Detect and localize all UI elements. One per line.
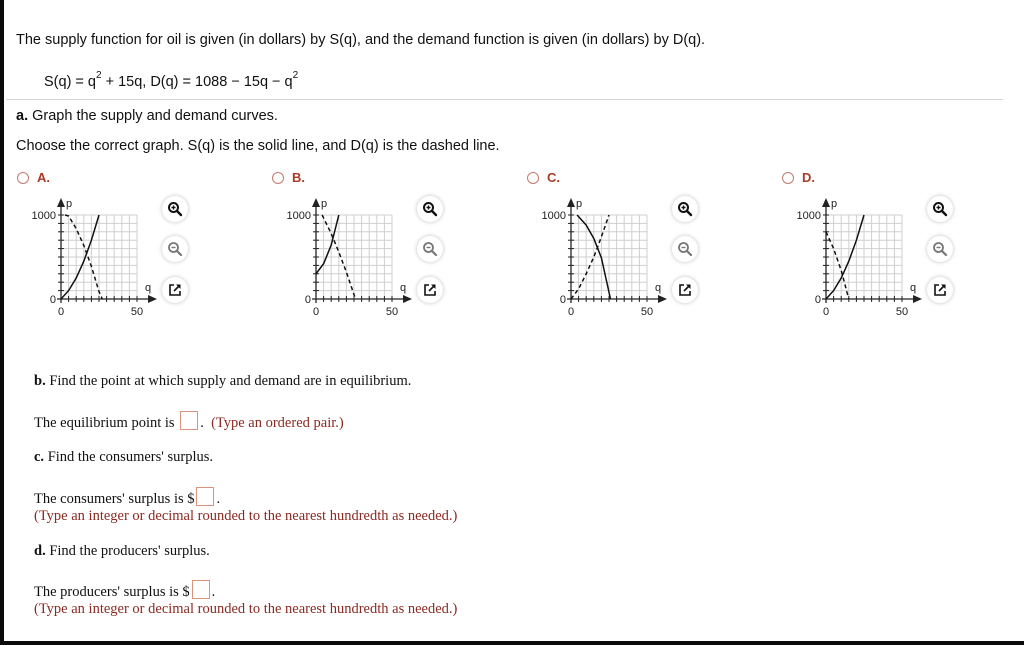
radio-button-d[interactable] <box>782 172 794 184</box>
popout-icon <box>167 282 183 298</box>
part-c-answer-suffix: . <box>216 491 221 507</box>
part-a-instruction: Choose the correct graph. S(q) is the solid line, and D(q) is the dashed line. <box>16 138 500 154</box>
radio-button-b[interactable] <box>272 172 284 184</box>
zoom-out-button-c[interactable] <box>672 236 698 262</box>
part-a-heading <box>16 108 278 124</box>
section-divider <box>6 99 1003 100</box>
y-max-tick-label: 1000 <box>541 210 566 222</box>
window-border-bottom <box>0 641 1024 645</box>
y-max-tick-label: 1000 <box>31 210 56 222</box>
option-label-c: C. <box>547 170 560 185</box>
window-border-left <box>0 0 4 645</box>
x-max-tick-label: 50 <box>385 306 399 318</box>
popout-button-a[interactable] <box>162 277 188 303</box>
part-c-label: c. <box>34 449 45 465</box>
option-label-b: B. <box>292 170 305 185</box>
option-b[interactable] <box>272 170 305 185</box>
popout-icon <box>932 282 948 298</box>
popout-icon <box>422 282 438 298</box>
part-c-answer-line <box>34 487 220 508</box>
problem-formula <box>44 72 298 90</box>
graph-option-a <box>20 192 180 322</box>
x-min-tick-label: 0 <box>822 306 830 318</box>
zoom-out-icon <box>932 241 948 257</box>
part-b-answer-line <box>34 411 344 432</box>
x-min-tick-label: 0 <box>567 306 575 318</box>
y-max-tick-label: 1000 <box>796 210 821 222</box>
zoom-in-button-c[interactable] <box>672 196 698 222</box>
radio-button-c[interactable] <box>527 172 539 184</box>
option-d[interactable] <box>782 170 815 185</box>
y-min-tick-label: 0 <box>49 294 56 306</box>
part-b-heading <box>34 373 411 390</box>
zoom-out-button-a[interactable] <box>162 236 188 262</box>
problem-intro: The supply function for oil is given (in dollars) by S(q), and the demand function is given (in dollars) by D(q). <box>16 32 706 48</box>
part-b-answer-suffix: . <box>200 415 204 431</box>
x-axis-label: q <box>145 282 152 294</box>
option-label-a: A. <box>37 170 50 185</box>
y-axis-label: p <box>576 198 583 210</box>
producers-surplus-input[interactable] <box>192 580 210 599</box>
zoom-in-button-a[interactable] <box>162 196 188 222</box>
x-max-tick-label: 50 <box>640 306 654 318</box>
demand-exponent: 2 <box>292 70 299 81</box>
x-axis-label: q <box>655 282 662 294</box>
radio-button-a[interactable] <box>17 172 29 184</box>
x-max-tick-label: 50 <box>130 306 144 318</box>
x-axis-label: q <box>400 282 407 294</box>
option-c[interactable] <box>527 170 560 185</box>
x-min-tick-label: 0 <box>57 306 65 318</box>
y-axis-label: p <box>831 198 838 210</box>
part-d-answer-line <box>34 580 215 601</box>
part-d-answer-suffix: . <box>211 584 216 600</box>
part-a-label: a. <box>16 108 29 124</box>
part-d-heading <box>34 543 210 560</box>
part-b-text: Find the point at which supply and demand are in equilibrium. <box>45 373 412 389</box>
supply-exponent: 2 <box>95 70 102 81</box>
popout-button-d[interactable] <box>927 277 953 303</box>
part-c-answer-prefix: The consumers' surplus is $ <box>34 491 195 507</box>
zoom-in-icon <box>932 201 948 217</box>
y-min-tick-label: 0 <box>559 294 566 306</box>
y-min-tick-label: 0 <box>814 294 821 306</box>
graph-option-b <box>275 192 435 322</box>
zoom-in-button-b[interactable] <box>417 196 443 222</box>
zoom-in-button-d[interactable] <box>927 196 953 222</box>
x-min-tick-label: 0 <box>312 306 320 318</box>
part-d-hint: (Type an integer or decimal rounded to the nearest hundredth as needed.) <box>34 601 458 617</box>
popout-button-b[interactable] <box>417 277 443 303</box>
part-c-text: Find the consumers' surplus. <box>44 449 214 465</box>
zoom-out-button-b[interactable] <box>417 236 443 262</box>
option-label-d: D. <box>802 170 815 185</box>
part-b-answer-prefix: The equilibrium point is <box>34 415 179 431</box>
part-b-hint: (Type an ordered pair.) <box>211 415 344 431</box>
x-max-tick-label: 50 <box>895 306 909 318</box>
graph-option-c <box>530 192 690 322</box>
zoom-out-icon <box>422 241 438 257</box>
zoom-out-icon <box>677 241 693 257</box>
graph-option-d <box>785 192 945 322</box>
part-a-text: Graph the supply and demand curves. <box>28 108 278 124</box>
part-c-hint: (Type an integer or decimal rounded to the nearest hundredth as needed.) <box>34 508 458 524</box>
part-d-label: d. <box>34 543 46 559</box>
y-axis-label: p <box>321 198 328 210</box>
y-max-tick-label: 1000 <box>286 210 311 222</box>
y-min-tick-label: 0 <box>304 294 311 306</box>
zoom-out-icon <box>167 241 183 257</box>
zoom-out-button-d[interactable] <box>927 236 953 262</box>
equilibrium-point-input[interactable] <box>180 411 198 430</box>
zoom-in-icon <box>167 201 183 217</box>
zoom-in-icon <box>677 201 693 217</box>
consumers-surplus-input[interactable] <box>196 487 214 506</box>
x-axis-label: q <box>910 282 917 294</box>
y-axis-label: p <box>66 198 73 210</box>
part-d-answer-prefix: The producers' surplus is $ <box>34 584 190 600</box>
popout-icon <box>677 282 693 298</box>
formula-rest: + 15q, D(q) = 1088 − 15q − q <box>101 73 293 90</box>
supply-formula-lhs: S(q) = q <box>44 73 96 90</box>
part-c-heading <box>34 449 213 466</box>
popout-button-c[interactable] <box>672 277 698 303</box>
option-a[interactable] <box>17 170 50 185</box>
zoom-in-icon <box>422 201 438 217</box>
part-d-text: Find the producers' surplus. <box>45 543 210 559</box>
part-b-label: b. <box>34 373 46 389</box>
